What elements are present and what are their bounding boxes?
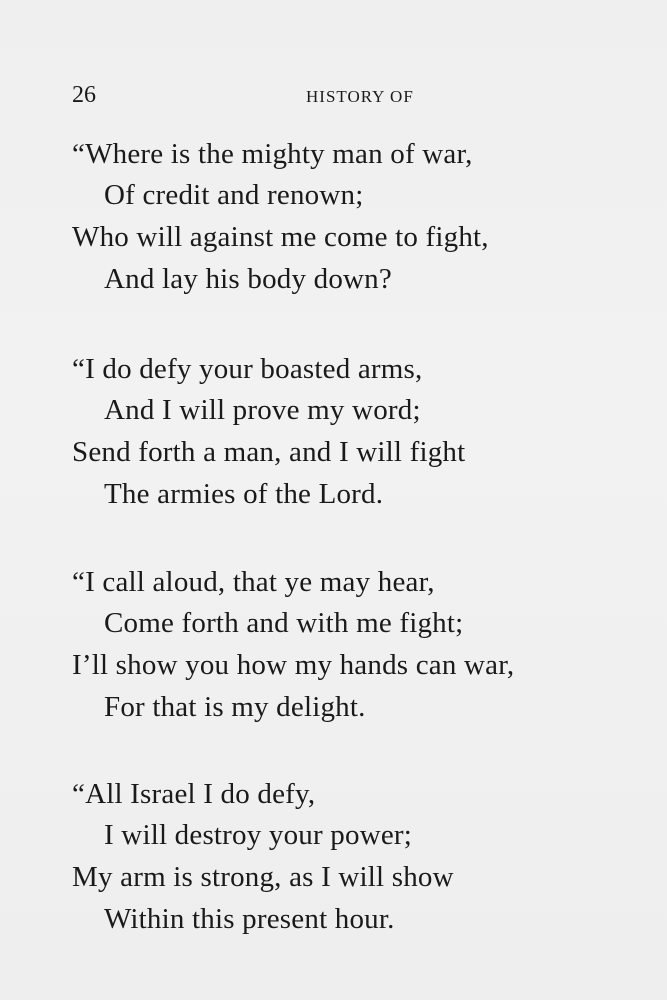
verse-line: For that is my delight.: [104, 691, 366, 723]
verse-line: “Where is the mighty man of war,: [72, 138, 473, 170]
verse-line: “I do defy your boasted arms,: [72, 353, 423, 385]
verse-line: My arm is strong, as I will show: [72, 861, 454, 893]
verse-line: And I will prove my word;: [104, 394, 421, 426]
verse-line: “All Israel I do defy,: [72, 778, 316, 810]
verse-line: Who will against me come to fight,: [72, 221, 489, 253]
verse-line: Of credit and renown;: [104, 179, 364, 211]
verse-line: Within this present hour.: [104, 903, 395, 935]
verse-line: Come forth and with me fight;: [104, 607, 464, 639]
verse-line: Send forth a man, and I will fight: [72, 436, 466, 468]
verse-line: I’ll show you how my hands can war,: [72, 649, 515, 681]
running-head: HISTORY OF: [306, 87, 414, 106]
verse-line: “I call aloud, that ye may hear,: [72, 566, 435, 598]
verse-line: The armies of the Lord.: [104, 478, 384, 510]
verse-line: And lay his body down?: [104, 263, 392, 295]
page-number: 26: [72, 82, 96, 108]
verse-line: I will destroy your power;: [104, 819, 413, 851]
